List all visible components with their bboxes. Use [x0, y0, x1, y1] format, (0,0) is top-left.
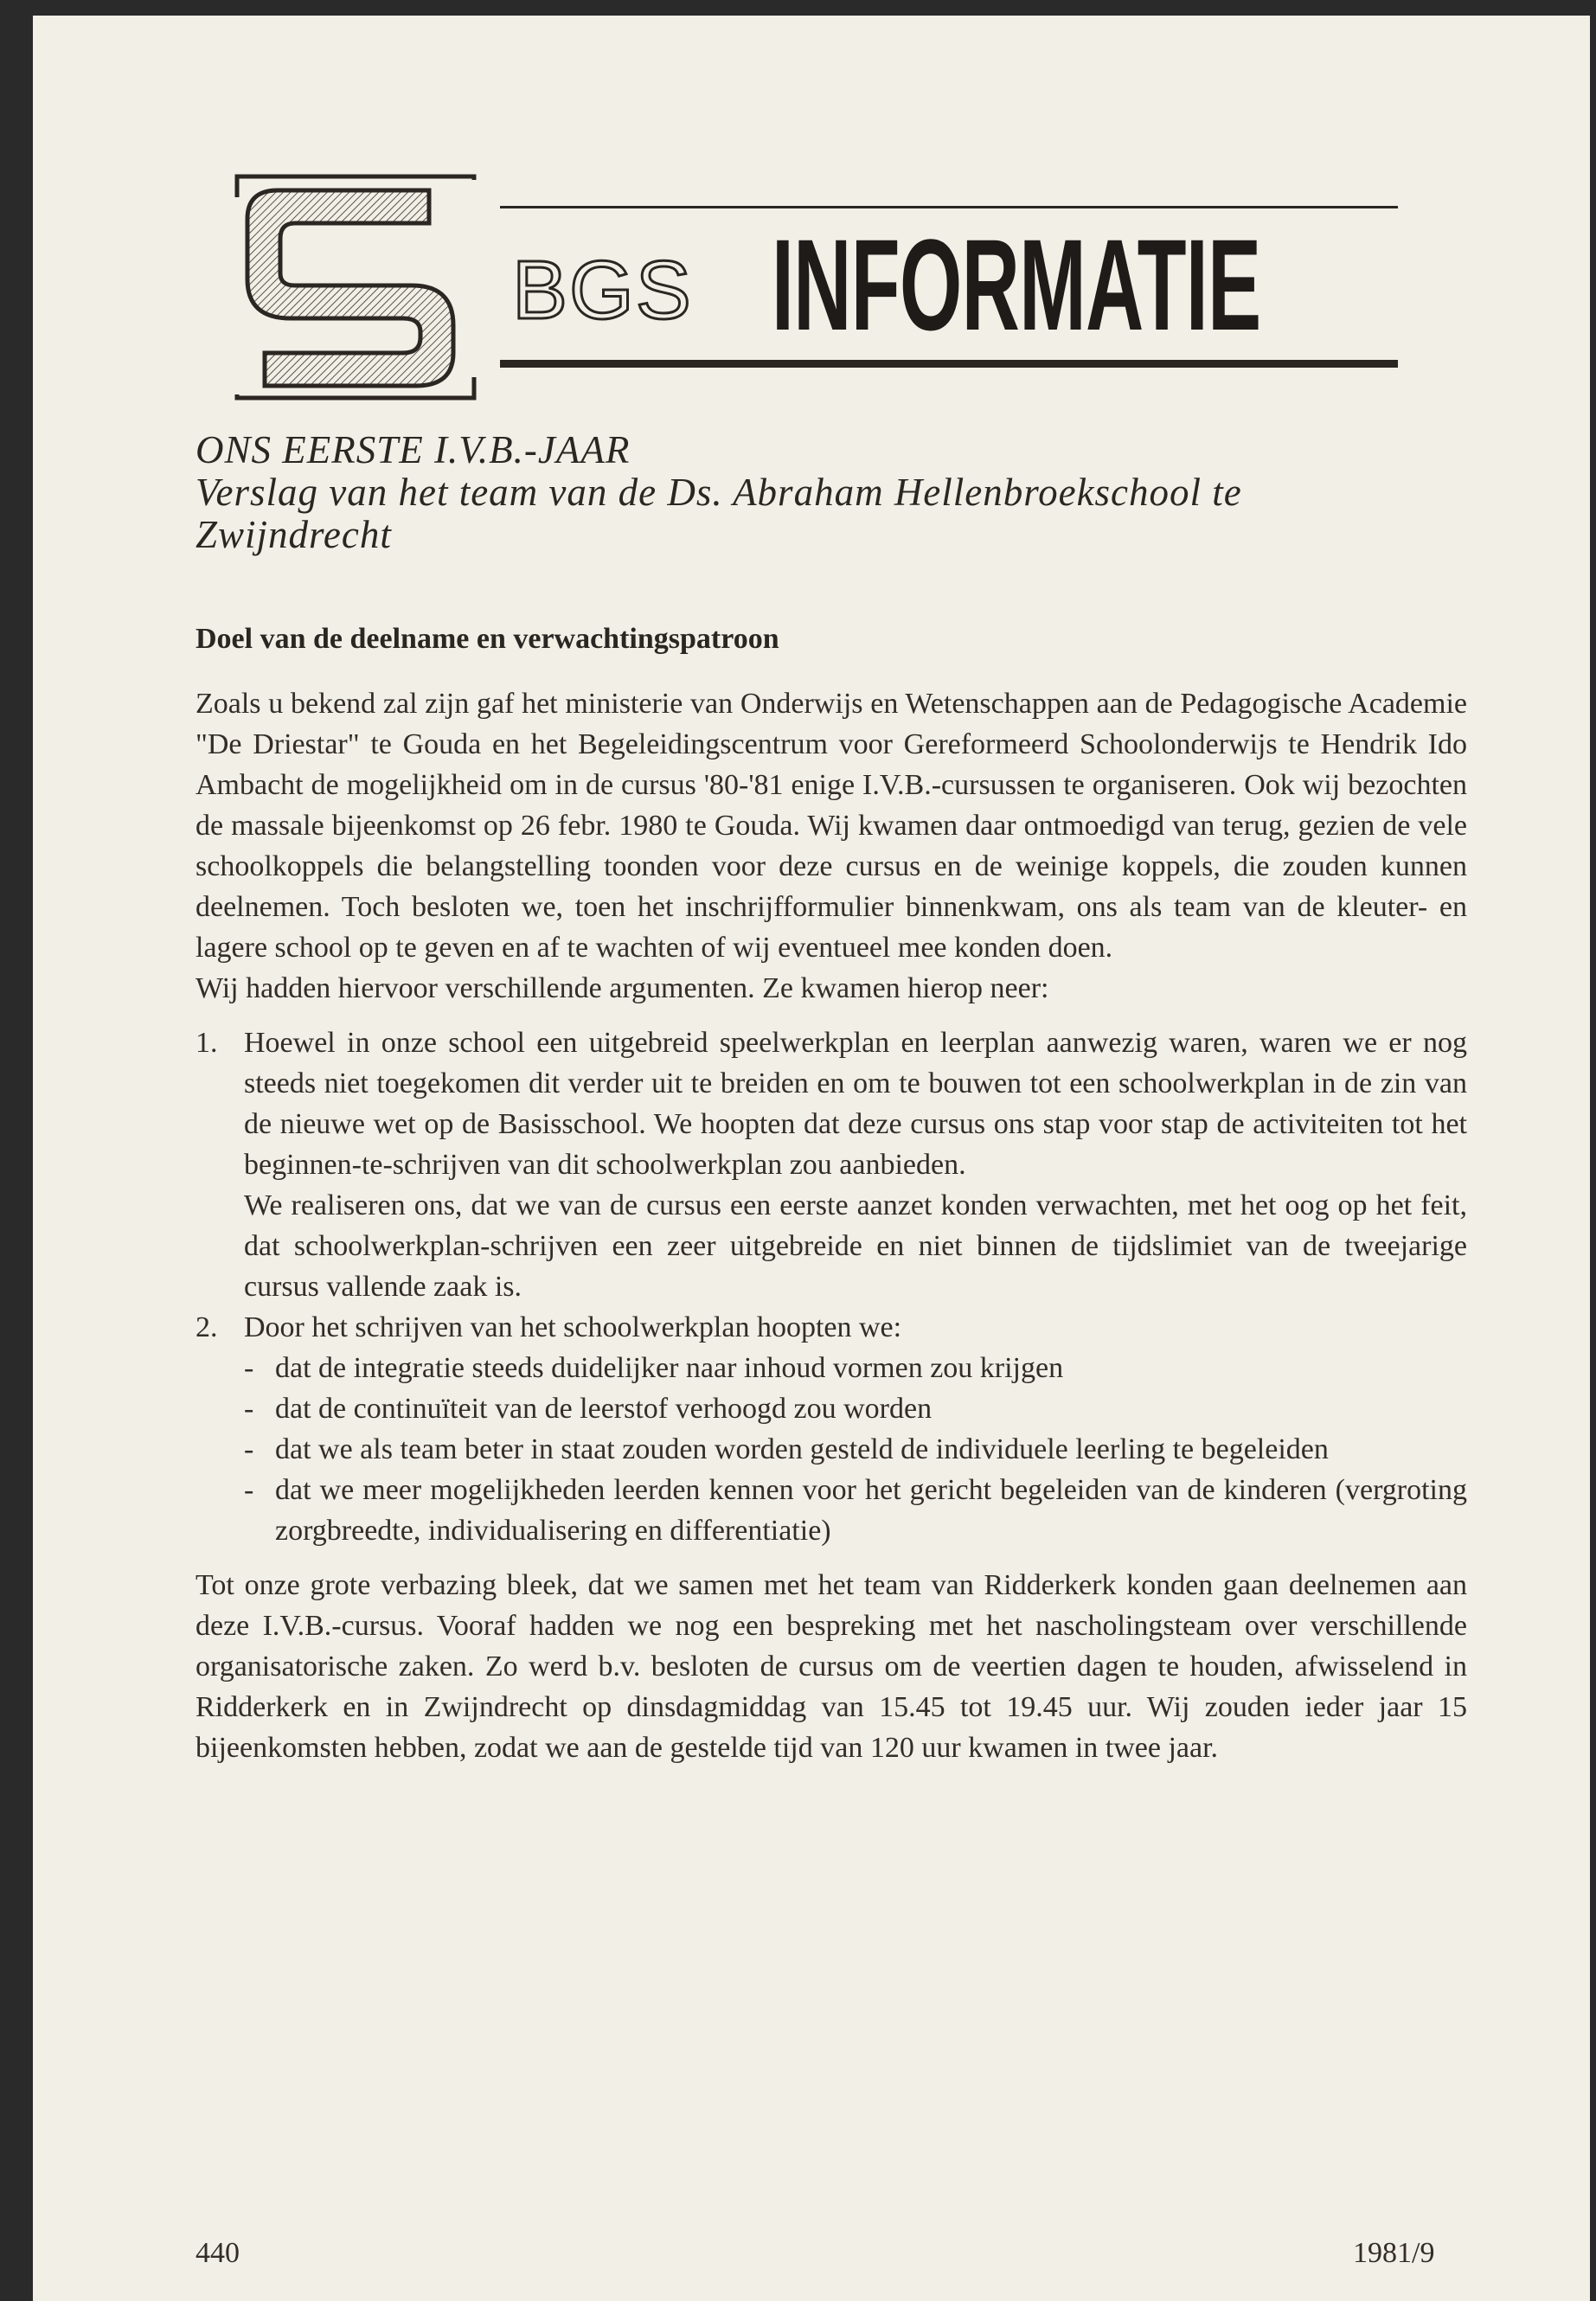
intro-paragraph: Zoals u bekend zal zijn gaf het ministerie van Onderwijs en Wetenschappen aan de Pedagogische Academie "De Driestar" te Gouda en het Begeleidingscentrum voor Gereformeerd Schoolonderwijs te Hendrik Ido Ambacht de mogelijkheid om in de cursus '80-'81 enige I.V.B.-cursussen te organiseren. Ook wij bezochten de massale bijeenkomst op 26 febr. 1980 te Gouda. Wij kwamen daar ontmoedigd van terug, gezien de vele schoolkoppels die belangstelling toonden voor deze cursus en de weinige koppels, die zouden kunnen deelnemen. Toch besloten we, toen het inschrijfformulier binnenkwam, ons als team van de kleuter- en lagere school op te geven en af te wachten of wij eventueel mee konden doen. [195, 688, 1467, 964]
list-number: 1. [195, 1027, 218, 1059]
bullet-item [244, 1470, 1467, 1551]
article-subtitle-line2: Zwijndrecht [195, 513, 392, 556]
list-item-2 [195, 1307, 1467, 1551]
section-heading: Doel van de deelname en verwachtingspatroon [195, 623, 779, 655]
bullet-item [244, 1388, 1467, 1429]
dash-marker: - [244, 1393, 254, 1425]
page-number: 440 [195, 2237, 240, 2269]
article-body [195, 683, 1467, 1768]
dash-marker: - [244, 1474, 254, 1506]
article-subtitle-line1: Verslag van het team van de Ds. Abraham Hellenbroekschool te [195, 471, 1242, 514]
bgs-s-logo-icon [230, 171, 481, 403]
bullet-text: dat we als team beter in staat zouden worden gesteld de individuele leerling te begeleiden [275, 1433, 1329, 1465]
list-item-1-text2: We realiseren ons, dat we van de cursus een eerste aanzet konden verwachten, met het oog op het feit, dat schoolwerkplan-schrijven een zeer uitgebreide en niet binnen de tijdslimiet van de tweejarige cursus vallende zaak is. [244, 1189, 1467, 1303]
dash-marker: - [244, 1433, 254, 1465]
bullet-text: dat we meer mogelijkheden leerden kennen voor het gericht begeleiden van de kinderen (vergroting zorgbreedte, individualisering en differentiatie) [275, 1474, 1467, 1547]
list-item-1 [195, 1022, 1467, 1307]
bullet-item [244, 1429, 1467, 1470]
dash-marker: - [244, 1352, 254, 1384]
informatie-wordmark: INFORMATIE [772, 212, 1261, 357]
header-rule-top [500, 206, 1398, 208]
document-page [33, 16, 1590, 2301]
list-item-1-text: Hoewel in onze school een uitgebreid speelwerkplan en leerplan aanwezig waren, waren we er nog steeds niet toegekomen dit verder uit te breiden en om te bouwen tot een schoolwerkplan in de zin van de nieuwe wet op de Basisschool. We hoopten dat deze cursus ons stap voor stap de activiteiten tot het beginnen-te-schrijven van dit schoolwerkplan zou aanbieden. [244, 1027, 1467, 1181]
bullet-item [244, 1348, 1467, 1388]
bullet-text: dat de continuïteit van de leerstof verhoogd zou worden [275, 1393, 933, 1425]
article-title: ONS EERSTE I.V.B.-JAAR [195, 428, 631, 471]
masthead [230, 152, 1415, 403]
bullet-text: dat de integratie steeds duidelijker naar inhoud vormen zou krijgen [275, 1352, 1064, 1384]
arguments-intro: Wij hadden hiervoor verschillende argumenten. Ze kwamen hierop neer: [195, 972, 1049, 1004]
closing-paragraph: Tot onze grote verbazing bleek, dat we samen met het team van Ridderkerk konden gaan deelnemen aan deze I.V.B.-cursus. Vooraf hadden we nog een bespreking met het nascholingsteam over verschillende organisatorische zaken. Zo werd b.v. besloten de cursus om de veertien dagen te houden, afwisselend in Ridderkerk en in Zwijndrecht op dinsdagmiddag van 15.45 tot 19.45 uur. Wij zouden ieder jaar 15 bijeenkomsten hebben, zodat we aan de gestelde tijd van 120 uur kwamen in twee jaar. [195, 1569, 1467, 1764]
article-titles [195, 429, 1476, 556]
header-rule-bottom [500, 360, 1398, 368]
list-number: 2. [195, 1311, 218, 1343]
list-item-2-text: Door het schrijven van het schoolwerkplan hoopten we: [244, 1311, 902, 1343]
issue-number: 1981/9 [1353, 2237, 1435, 2269]
bgs-wordmark: BGS [512, 244, 693, 336]
